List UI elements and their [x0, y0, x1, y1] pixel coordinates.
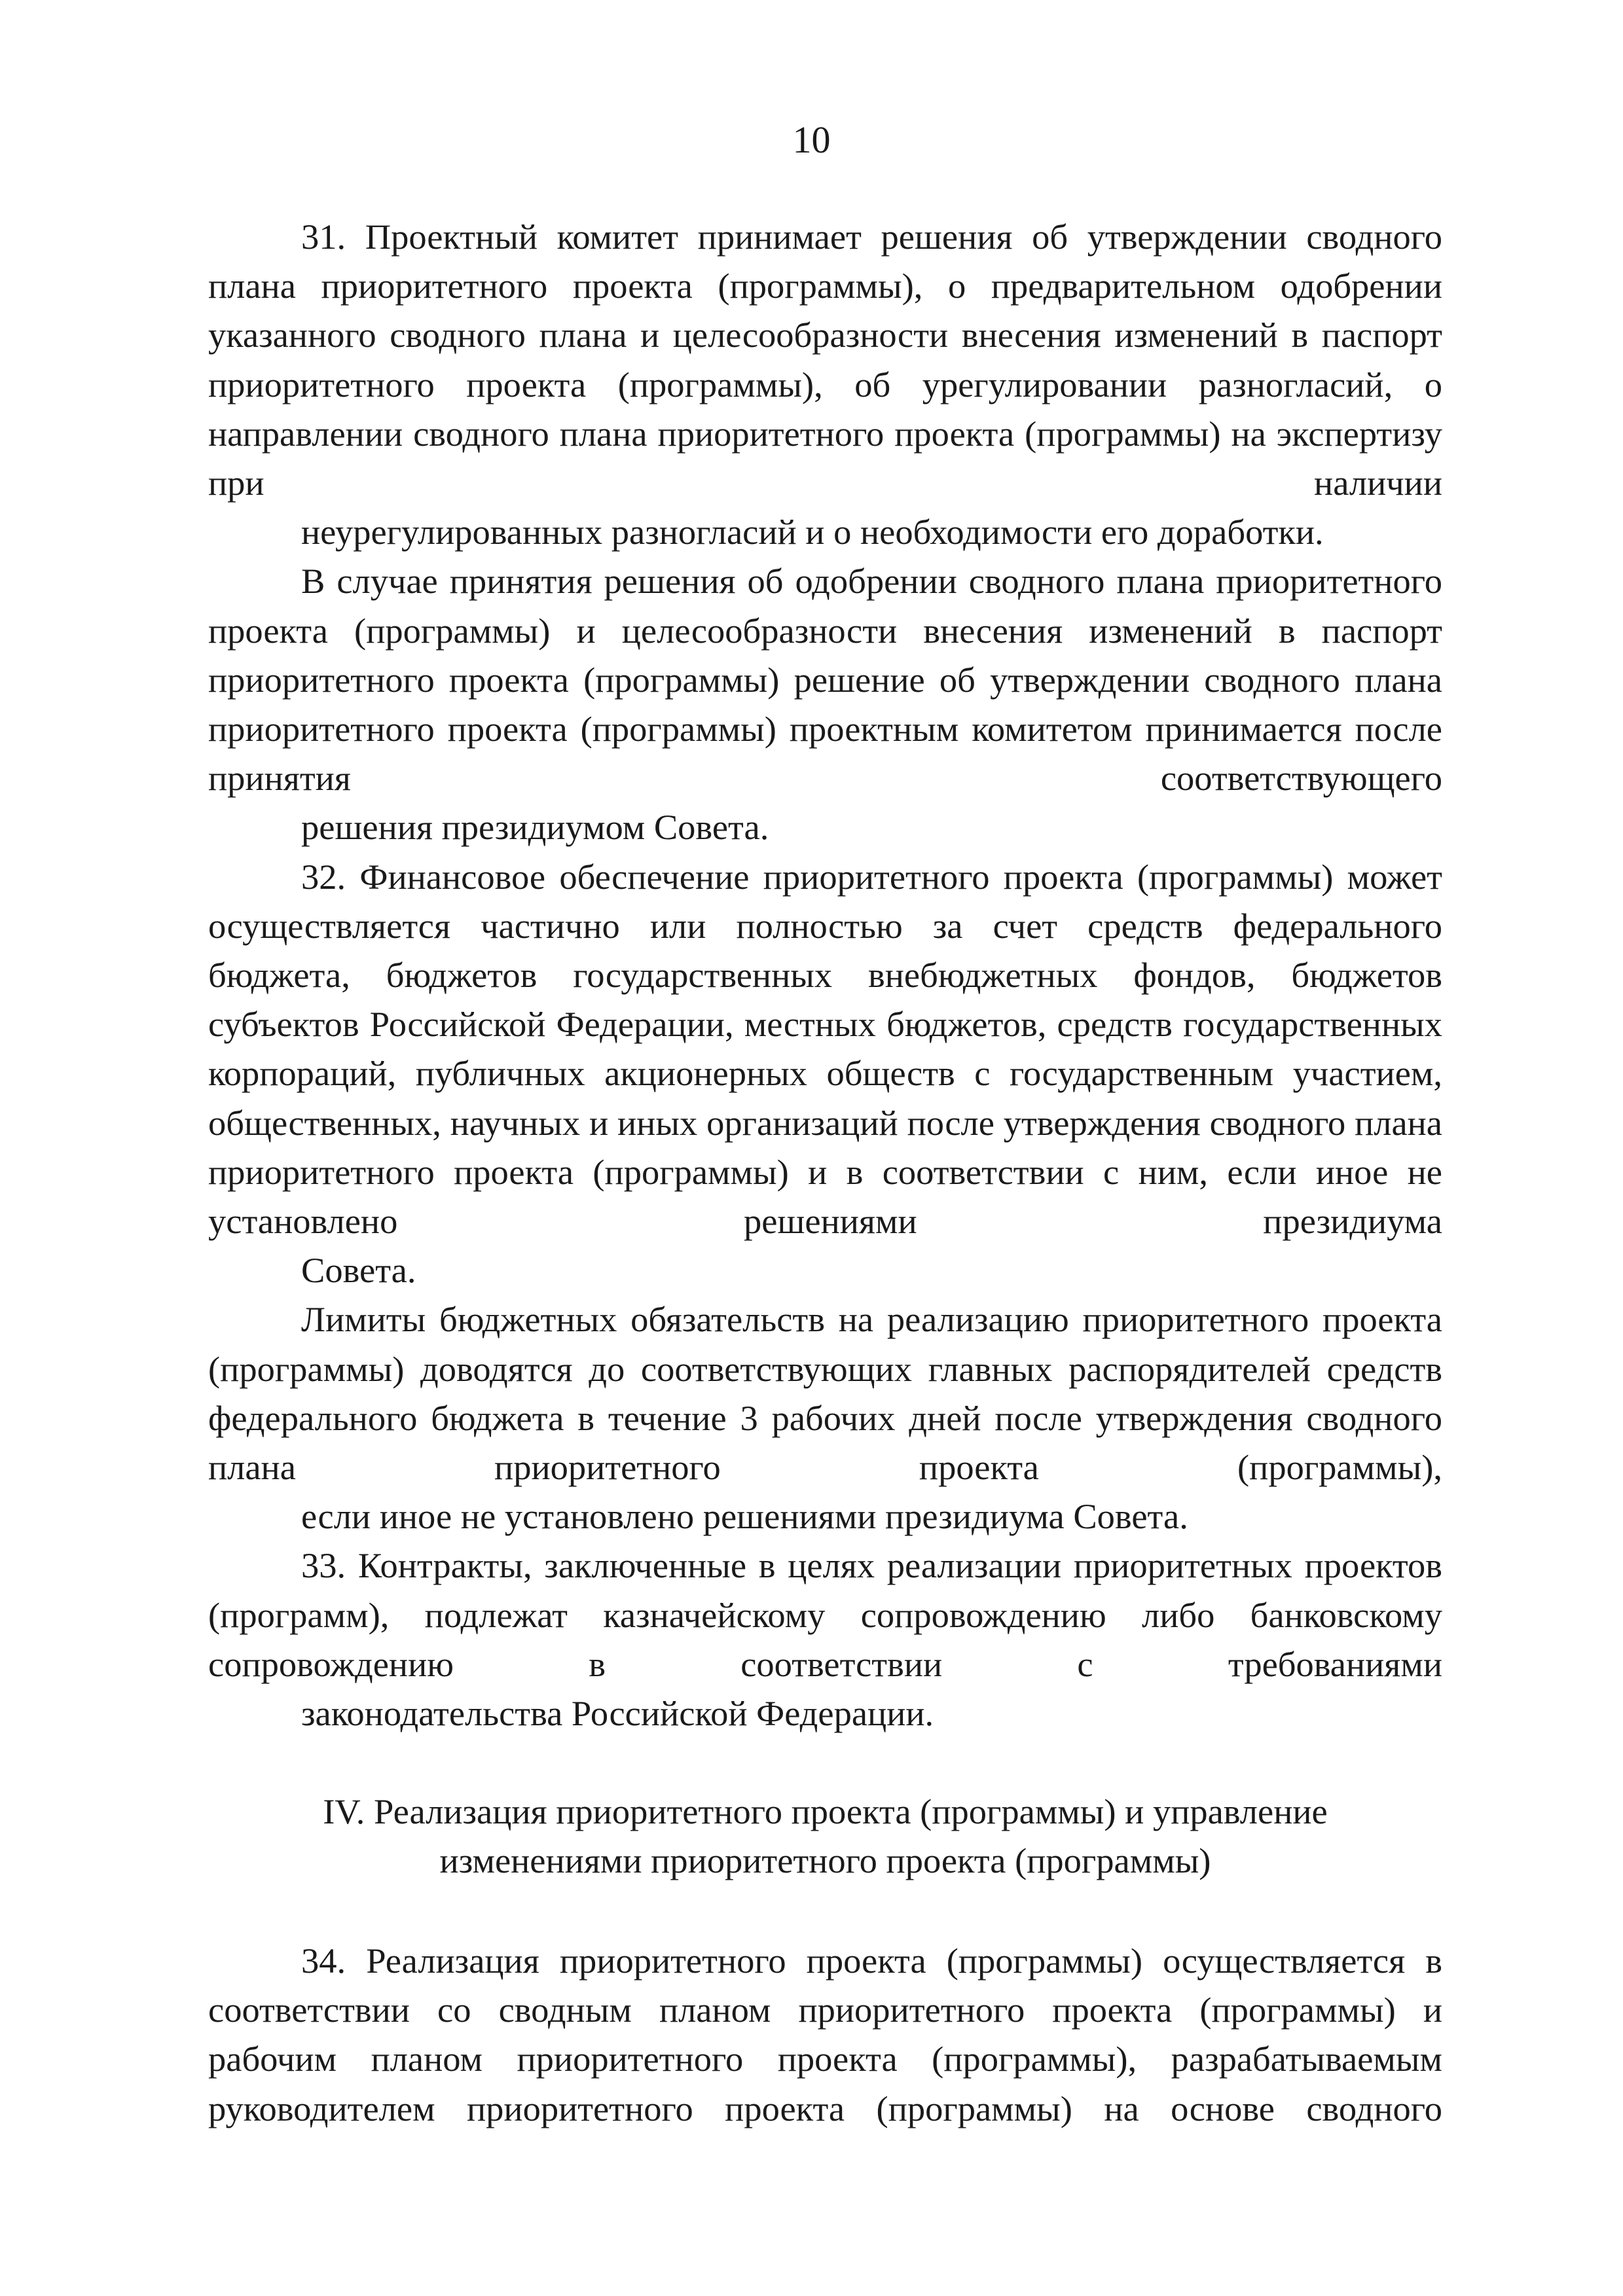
paragraph-31-text: 31. Проектный комитет принимает решения об утверждении сводного плана приоритетного проекта (программы), о предварительном одобрении указанного сводного плана и целесообразности внесения изменений в паспорт приоритетного проекта (программы), об урегулировании разногласий, о направлении сводного плана приоритетного проекта (программы) на экспертизу при наличии [208, 217, 1442, 503]
paragraph-32-continuation-text: Лимиты бюджетных обязательств на реализацию приоритетного проекта (программы) доводятся до соответствующих главных распорядителей средств федерального бюджета в течение 3 рабочих дней после утверждения сводного плана приоритетного проекта (программы), [208, 1299, 1442, 1488]
paragraph-32-continuation-last-line: если иное не установлено решениями президиума Совета. [301, 1496, 1188, 1537]
section-heading [208, 1787, 1442, 1885]
paragraph-31 [208, 212, 1442, 556]
paragraph-32-last-line: Совета. [301, 1250, 416, 1291]
paragraph-31-continuation-text: В случае принятия решения об одобрении сводного плана приоритетного проекта (программы) и целесообразности внесения изменений в паспорт приоритетного проекта (программы) решение об утверждении сводного плана приоритетного проекта (программы) проектным комитетом принимается после принятия соответствующего [208, 561, 1442, 798]
paragraph-32-text: 32. Финансовое обеспечение приоритетного проекта (программы) может осуществляется частично или полностью за счет средств федерального бюджета, бюджетов государственных внебюджетных фондов, бюджетов субъектов Российской Федерации, местных бюджетов, средств государственных корпораций, публичных акционерных обществ с государственным участием, общественных, научных и иных организаций после утверждения сводного плана приоритетного проекта (программы) и в соответствии с ним, если иное не установлено решениями президиума [208, 856, 1442, 1242]
section-heading-line-1: IV. Реализация приоритетного проекта (программы) и управление [323, 1791, 1328, 1831]
paragraph-34: 34. Реализация приоритетного проекта (программы) осуществляется в соответствии со сводным планом приоритетного проекта (программы) и рабочим планом приоритетного проекта (программы), разрабатываемым руководителем приоритетного проекта (программы) на основе сводного [208, 1941, 1442, 2128]
paragraph-32-continuation [208, 1295, 1442, 1541]
page-number: 10 [792, 118, 831, 161]
paragraph-31-continuation-last-line: решения президиумом Совета. [301, 807, 769, 848]
paragraph-33 [208, 1541, 1442, 1738]
paragraph-31-continuation [208, 556, 1442, 852]
paragraph-33-last-line: законодательства Российской Федерации. [301, 1693, 934, 1734]
paragraph-33-text: 33. Контракты, заключенные в целях реализации приоритетных проектов (программ), подлежат казначейскому сопровождению либо банковскому сопровождению в соответствии с требованиями [208, 1545, 1442, 1684]
paragraph-32 [208, 852, 1442, 1295]
paragraph-31-last-line: неурегулированных разногласий и о необходимости его доработки. [301, 512, 1324, 552]
document-body [208, 212, 1442, 1738]
section-heading-line-2: изменениями приоритетного проекта (программы) [439, 1840, 1211, 1880]
document-body-section-4 [208, 1936, 1442, 2133]
